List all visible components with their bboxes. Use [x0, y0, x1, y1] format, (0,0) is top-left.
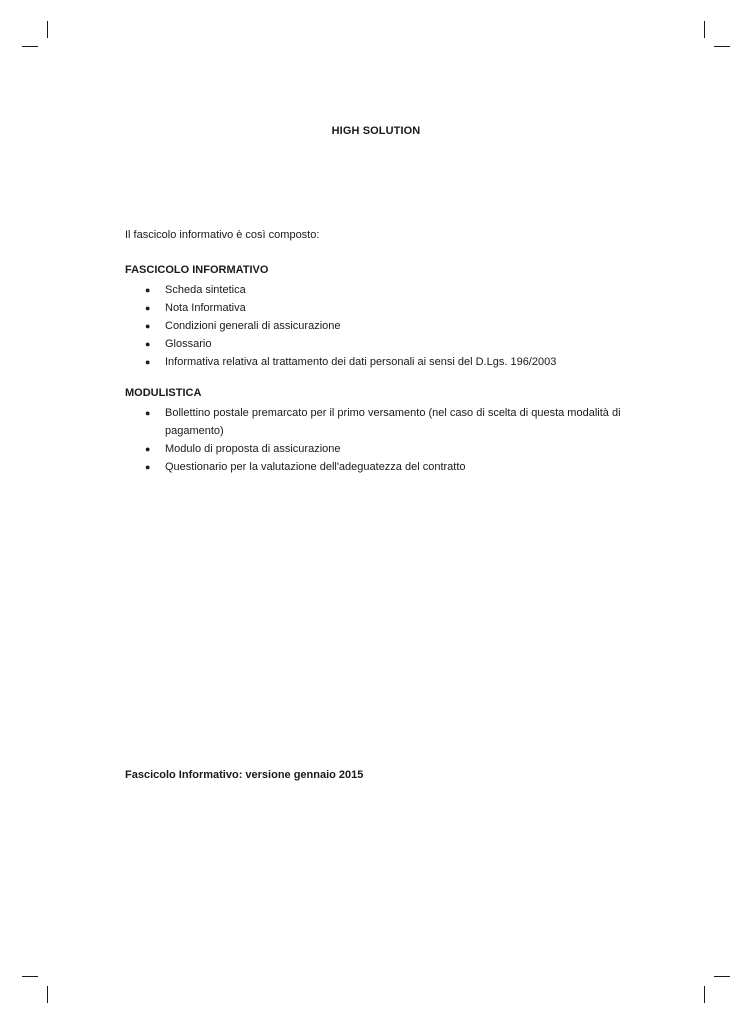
crop-mark-bottom-left-horizontal	[22, 976, 38, 977]
bullet-icon: ●	[145, 357, 151, 367]
crop-mark-top-left-vertical	[47, 21, 48, 38]
section-fascicolo-informativo	[125, 263, 645, 371]
bullet-icon: ●	[145, 444, 151, 454]
list-item	[125, 353, 645, 371]
list-item	[125, 335, 645, 353]
bullet-list	[125, 404, 645, 476]
crop-mark-top-right-horizontal	[714, 46, 730, 47]
list-item	[125, 458, 645, 476]
bullet-icon: ●	[145, 321, 151, 331]
list-item	[125, 317, 645, 335]
list-item-text: Glossario	[165, 338, 212, 350]
document-title: HIGH SOLUTION	[331, 125, 421, 137]
list-item-text: Modulo di proposta di assicurazione	[165, 443, 341, 455]
bullet-list	[125, 281, 645, 371]
crop-mark-bottom-right-vertical	[704, 986, 705, 1003]
list-item-text: Condizioni generali di assicurazione	[165, 320, 341, 332]
bullet-icon: ●	[145, 339, 151, 349]
list-item	[125, 299, 645, 317]
section-modulistica	[125, 386, 645, 476]
list-item	[125, 404, 645, 440]
list-item-text: Nota Informativa	[165, 302, 246, 314]
list-item-text: Scheda sintetica	[165, 284, 246, 296]
bullet-icon: ●	[145, 303, 151, 313]
intro-text: Il fascicolo informativo è così composto:	[125, 229, 320, 241]
section-heading: FASCICOLO INFORMATIVO	[125, 264, 269, 276]
bullet-icon: ●	[145, 408, 151, 418]
list-item	[125, 440, 645, 458]
section-heading: MODULISTICA	[125, 387, 202, 399]
list-item-text: Bollettino postale premarcato per il primo versamento (nel caso di scelta di questa modalità di pagamento)	[165, 407, 621, 437]
list-item	[125, 281, 645, 299]
crop-mark-top-left-horizontal	[22, 46, 38, 47]
list-item-text: Informativa relativa al trattamento dei dati personali ai sensi del D.Lgs. 196/2003	[165, 356, 557, 368]
version-footer: Fascicolo Informativo: versione gennaio 2015	[125, 769, 364, 781]
crop-mark-bottom-right-horizontal	[714, 976, 730, 977]
bullet-icon: ●	[145, 285, 151, 295]
list-item-text: Questionario per la valutazione dell'adeguatezza del contratto	[165, 461, 466, 473]
crop-mark-top-right-vertical	[704, 21, 705, 38]
crop-mark-bottom-left-vertical	[47, 986, 48, 1003]
bullet-icon: ●	[145, 462, 151, 472]
